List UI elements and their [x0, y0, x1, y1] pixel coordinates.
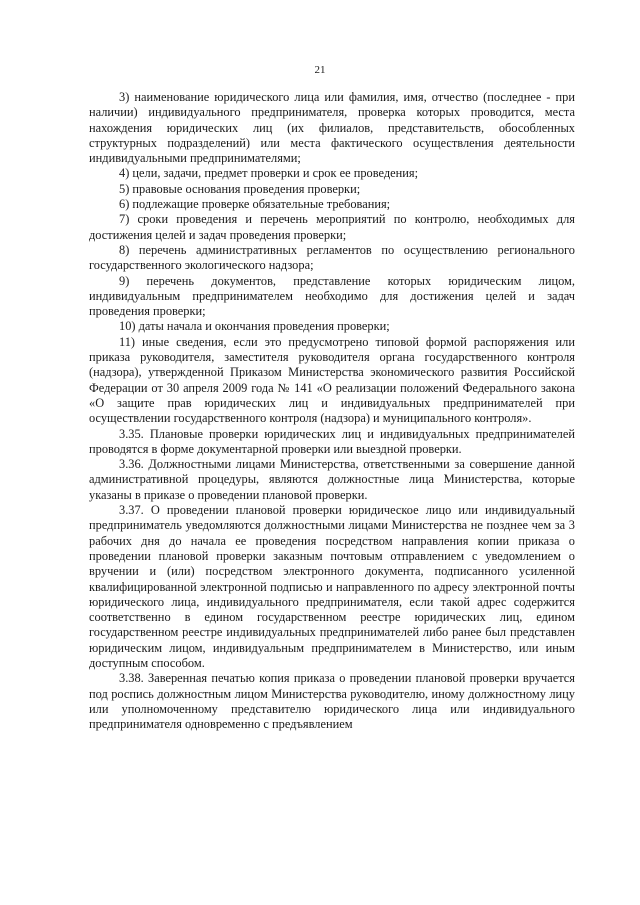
paragraph-item-6: 6) подлежащие проверке обязательные требования;	[119, 197, 391, 212]
paragraph-item-4: 4) цели, задачи, предмет проверки и срок ее проведения;	[119, 166, 419, 181]
page-number: 21	[314, 64, 326, 76]
paragraph-section-3-35: 3.35. Плановые проверки юридических лиц и индивидуальных предпринимателей проводятся в форме документарной проверки или выездной проверки.	[89, 426, 575, 456]
document-body	[89, 90, 575, 732]
paragraph-item-8: 8) перечень административных регламентов по осуществлению регионального государственного экологического надзора;	[89, 242, 575, 273]
paragraph-item-11: 11) иные сведения, если это предусмотрено типовой формой распоряжения или приказа руководителя, заместителя руководителя органа государственного контроля (надзора), утвержденной Приказом Министерства экономического развития Российской Федерации от 30 апреля 2009 года № 141 «О реализации положений Федерального закона «О защите прав юридических лиц и индивидуальных предпринимателей при осуществлении государственного контроля (надзора) и муниципального контроля».	[89, 334, 575, 426]
paragraph-item-10: 10) даты начала и окончания проведения проверки;	[119, 319, 390, 334]
paragraph-section-3-37: 3.37. О проведении плановой проверки юридическое лицо или индивидуальный предприниматель уведомляются должностными лицами Министерства не позднее чем за 3 рабочих дня до начала ее проведения посредством направления копии приказа о проведении плановой проверки заказным почтовым отправлением с уведомлением о вручении и (или) посредством электронного документа, подписанного усиленной квалифицированной электронной подписью и направленного по адресу электронной почты юридического лица, индивидуального предпринимателя, если такой адрес содержится соответственно в едином государственном реестре юридических лиц, едином государственном реестре индивидуальных предпринимателей либо ранее был представлен юридическим лицом, индивидуальным предпринимателем в Министерство, или иным доступным способом.	[89, 503, 575, 670]
paragraph-item-5: 5) правовые основания проведения проверки;	[119, 181, 361, 196]
paragraph-item-9: 9) перечень документов, представление которых юридическим лицом, индивидуальным предпринимателем необходимо для достижения целей и задач проведения проверки;	[89, 273, 575, 319]
paragraph-item-7: 7) сроки проведения и перечень мероприятий по контролю, необходимых для достижения целей и задач проведения проверки;	[89, 212, 575, 242]
paragraph-section-3-36: 3.36. Должностными лицами Министерства, ответственными за совершение данной административной процедуры, являются должностные лица Министерства, которые указаны в приказе о проведении плановой проверки.	[89, 457, 575, 502]
paragraph-item-3: 3) наименование юридического лица или фамилия, имя, отчество (последнее - при наличии) индивидуального предпринимателя, проверка которых проводится, места нахождения юридических лиц (их филиалов, представительств, обособленных структурных подразделений) или места фактического осуществления деятельности индивидуальными предпринимателями;	[89, 90, 575, 166]
paragraph-section-3-38: 3.38. Заверенная печатью копия приказа о проведении плановой проверки вручается под роспись должностным лицом Министерства руководителю, иному должностному лицу или уполномоченному представителю юридического лица или индивидуального предпринимателя одновременно с предъявлением	[89, 671, 575, 732]
